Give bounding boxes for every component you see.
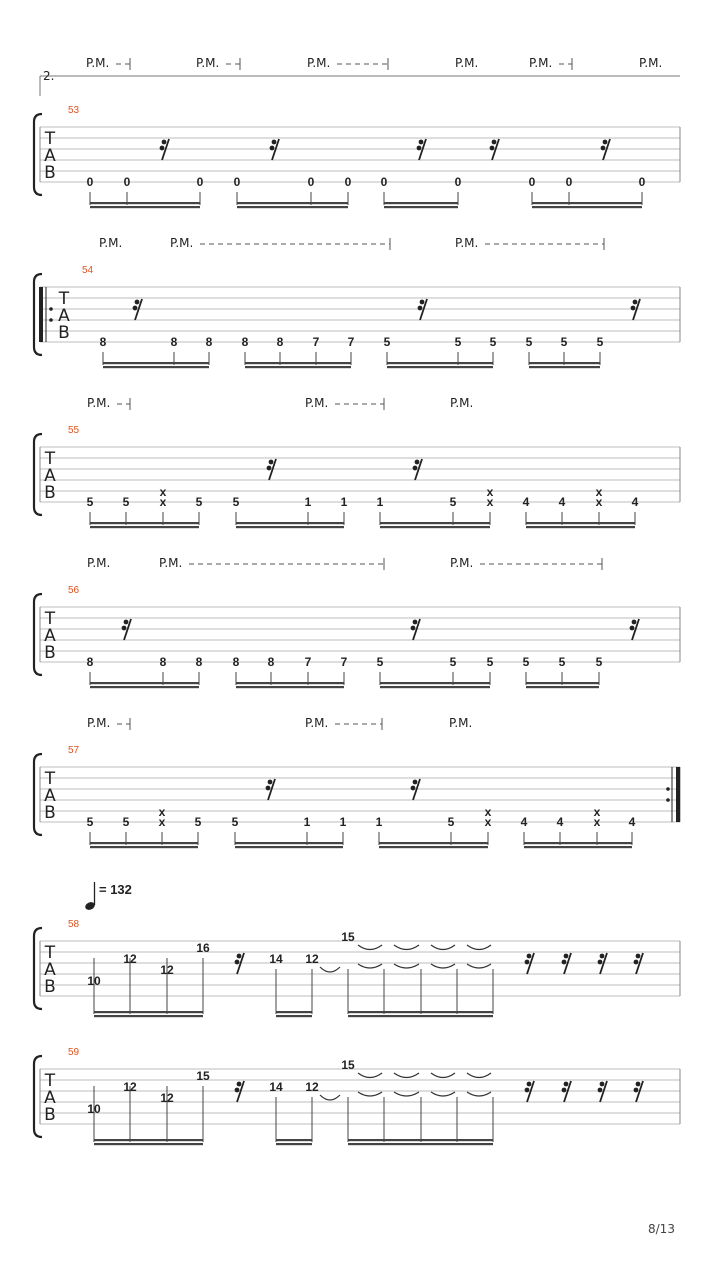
- fret-number: 0: [196, 175, 204, 189]
- fret-number: 8: [170, 335, 178, 349]
- fret-number: 5: [376, 655, 384, 669]
- rest-flag-dot: [420, 300, 425, 305]
- rest-flag-dot: [418, 306, 423, 311]
- fret-number: 5: [194, 815, 202, 829]
- beam-primary: [526, 522, 635, 524]
- fret-number: 5: [596, 335, 604, 349]
- beam-primary: [348, 1139, 493, 1141]
- fret-number: 4: [556, 815, 564, 829]
- rest-flag-dot: [411, 786, 416, 791]
- tab-clef-letter: A: [44, 960, 56, 980]
- beam-secondary: [90, 686, 199, 688]
- palm-mute-label: P.M.: [86, 56, 110, 70]
- volta-label: 2.: [43, 69, 55, 83]
- beam-secondary: [524, 846, 632, 848]
- page-number: 8/13: [648, 1222, 675, 1236]
- fret-number: 0: [380, 175, 388, 189]
- tab-clef-letter: A: [44, 146, 56, 166]
- beam-primary: [94, 1011, 203, 1013]
- system-bracket: [34, 1056, 42, 1137]
- dead-note: x: [595, 485, 603, 499]
- fret-number: 7: [304, 655, 312, 669]
- repeat-dot: [49, 318, 53, 322]
- rest-flag-dot: [270, 146, 275, 151]
- system-bracket: [34, 594, 42, 675]
- tab-clef-letter: A: [44, 786, 56, 806]
- beam-secondary: [380, 526, 490, 528]
- beam-primary: [237, 202, 348, 204]
- tab-clef-letter: A: [44, 1088, 56, 1108]
- fret-number: 5: [486, 655, 494, 669]
- palm-mute-label: P.M.: [455, 236, 479, 250]
- fret-number: 0: [307, 175, 315, 189]
- beam-primary: [245, 362, 351, 364]
- measure-number: 55: [68, 425, 80, 436]
- rest-flag-dot: [634, 1088, 639, 1093]
- rest-flag-dot: [133, 306, 138, 311]
- palm-mute-label: P.M.: [449, 716, 473, 730]
- fret-number: 15: [196, 1069, 210, 1083]
- palm-mute-label: P.M.: [87, 556, 111, 570]
- tie-arc-upper: [431, 945, 455, 950]
- repeat-dot: [666, 798, 670, 802]
- system-bracket: [34, 928, 42, 1009]
- palm-mute-label: P.M.: [87, 716, 111, 730]
- fret-number: 1: [339, 815, 347, 829]
- rest-flag-dot: [124, 620, 129, 625]
- fret-number: 12: [160, 1091, 174, 1105]
- fret-number: 0: [638, 175, 646, 189]
- rest-flag-dot: [415, 460, 420, 465]
- tie-arc-lower: [394, 964, 419, 968]
- fret-number: 7: [347, 335, 355, 349]
- beam-secondary: [94, 1143, 203, 1145]
- fret-number: 5: [383, 335, 391, 349]
- rest-flag-dot: [527, 1082, 532, 1087]
- beam-secondary: [90, 206, 200, 208]
- rest-flag-dot: [411, 626, 416, 631]
- fret-number: 5: [122, 815, 130, 829]
- beam-primary: [90, 522, 199, 524]
- fret-number: 0: [233, 175, 241, 189]
- rest-flag-dot: [601, 146, 606, 151]
- fret-number: 15: [341, 1058, 355, 1072]
- beam-secondary: [90, 846, 198, 848]
- rest-flag-dot: [631, 306, 636, 311]
- beam-secondary: [235, 846, 343, 848]
- beam-primary: [103, 362, 209, 364]
- measure-number: 53: [68, 105, 80, 116]
- fret-number: 5: [232, 495, 240, 509]
- tie-arc-lower: [431, 1092, 455, 1096]
- repeat-start-thick-bar: [39, 287, 43, 342]
- fret-number: 5: [86, 495, 94, 509]
- tempo-marking: [84, 882, 96, 911]
- rest-flag-dot: [490, 146, 495, 151]
- palm-mute-label: P.M.: [159, 556, 183, 570]
- tie-arc-lower: [358, 1092, 382, 1096]
- beam-primary: [529, 362, 600, 364]
- fret-number: 0: [123, 175, 131, 189]
- fret-number: 5: [449, 495, 457, 509]
- tab-clef-letter: B: [58, 323, 70, 343]
- tab-clef-letter: A: [44, 466, 56, 486]
- fret-number: 8: [205, 335, 213, 349]
- dead-note: x: [593, 815, 601, 829]
- fret-number: 1: [340, 495, 348, 509]
- fret-number: 5: [454, 335, 462, 349]
- dead-note: x: [159, 495, 167, 509]
- fret-number: 4: [522, 495, 530, 509]
- fret-number: 4: [628, 815, 636, 829]
- tie-arc-upper: [394, 945, 419, 950]
- fret-number: 5: [449, 655, 457, 669]
- beam-secondary: [236, 526, 344, 528]
- fret-number: 5: [489, 335, 497, 349]
- beam-secondary: [387, 366, 493, 368]
- measure-number: 56: [68, 585, 80, 596]
- tie-arc-lower: [394, 1092, 419, 1096]
- beam-primary: [235, 842, 343, 844]
- measure-number: 59: [68, 1047, 80, 1058]
- tab-clef-letter: T: [44, 129, 56, 149]
- dead-note: x: [484, 815, 492, 829]
- tab-clef-letter: T: [44, 449, 56, 469]
- fret-number: 12: [305, 1080, 319, 1094]
- rest-flag-dot: [269, 460, 274, 465]
- beam-secondary: [380, 686, 490, 688]
- dead-note: x: [486, 495, 494, 509]
- fret-number: 10: [87, 974, 101, 988]
- repeat-dot: [49, 307, 53, 311]
- rest-flag-dot: [603, 140, 608, 145]
- rest-flag-dot: [268, 780, 273, 785]
- beam-primary: [387, 362, 493, 364]
- tab-clef-letter: T: [58, 289, 70, 309]
- beam-secondary: [236, 686, 344, 688]
- fret-number: 8: [276, 335, 284, 349]
- fret-number: 7: [312, 335, 320, 349]
- beam-primary: [90, 202, 200, 204]
- beam-secondary: [245, 366, 351, 368]
- fret-number: 5: [195, 495, 203, 509]
- measure-number: 58: [68, 919, 80, 930]
- beam-secondary: [94, 1015, 203, 1017]
- rest-flag-dot: [235, 1088, 240, 1093]
- tab-clef-letter: A: [44, 626, 56, 646]
- fret-number: 0: [565, 175, 573, 189]
- rest-flag-dot: [527, 954, 532, 959]
- rest-flag-dot: [598, 1088, 603, 1093]
- beam-primary: [380, 522, 490, 524]
- rest-flag-dot: [636, 1082, 641, 1087]
- dead-note: x: [486, 485, 494, 499]
- fret-number: 10: [87, 1102, 101, 1116]
- beam-primary: [276, 1011, 312, 1013]
- rest-flag-dot: [564, 954, 569, 959]
- beam-secondary: [529, 366, 600, 368]
- tab-clef-letter: B: [44, 163, 56, 183]
- palm-mute-label: P.M.: [455, 56, 479, 70]
- fret-number: 7: [340, 655, 348, 669]
- beam-secondary: [526, 686, 599, 688]
- fret-number: 5: [525, 335, 533, 349]
- fret-number: 5: [122, 495, 130, 509]
- rest-flag-dot: [135, 300, 140, 305]
- rest-flag-dot: [564, 1082, 569, 1087]
- palm-mute-label: P.M.: [450, 556, 474, 570]
- beam-primary: [379, 842, 488, 844]
- tab-clef-letter: B: [44, 977, 56, 997]
- palm-mute-label: P.M.: [639, 56, 663, 70]
- tab-clef-letter: T: [44, 943, 56, 963]
- beam-primary: [276, 1139, 312, 1141]
- fret-number: 5: [595, 655, 603, 669]
- rest-flag-dot: [237, 954, 242, 959]
- fret-number: 14: [269, 952, 283, 966]
- beam-secondary: [276, 1015, 312, 1017]
- fret-number: 8: [232, 655, 240, 669]
- measure-number: 57: [68, 745, 80, 756]
- fret-number: 5: [558, 655, 566, 669]
- palm-mute-label: P.M.: [87, 396, 111, 410]
- rest-flag-dot: [600, 1082, 605, 1087]
- tab-clef-letter: B: [44, 803, 56, 823]
- tie-arc-upper: [358, 1073, 382, 1078]
- dead-note: x: [159, 485, 167, 499]
- rest-flag-dot: [272, 140, 277, 145]
- beam-secondary: [276, 1143, 312, 1145]
- repeat-dot: [666, 787, 670, 791]
- palm-mute-label: P.M.: [196, 56, 220, 70]
- fret-number: 0: [86, 175, 94, 189]
- tie-arc-lower: [358, 964, 382, 968]
- fret-number: 0: [454, 175, 462, 189]
- fret-number: 0: [344, 175, 352, 189]
- rest-flag-dot: [632, 620, 637, 625]
- slur-arc: [320, 1095, 340, 1100]
- rest-flag-dot: [267, 466, 272, 471]
- fret-number: 16: [196, 941, 210, 955]
- system-bracket: [34, 754, 42, 835]
- fret-number: 8: [86, 655, 94, 669]
- tie-arc-upper: [467, 1073, 491, 1078]
- rest-flag-dot: [600, 954, 605, 959]
- measure-number: 54: [82, 265, 94, 276]
- fret-number: 12: [305, 952, 319, 966]
- fret-number: 4: [558, 495, 566, 509]
- system-bracket: [34, 434, 42, 515]
- tie-arc-lower: [467, 1092, 491, 1096]
- palm-mute-label: P.M.: [170, 236, 194, 250]
- fret-number: 0: [528, 175, 536, 189]
- tab-clef-letter: B: [44, 1105, 56, 1125]
- beam-primary: [526, 682, 599, 684]
- beam-primary: [348, 1011, 493, 1013]
- fret-number: 5: [447, 815, 455, 829]
- rest-flag-dot: [413, 620, 418, 625]
- fret-number: 14: [269, 1080, 283, 1094]
- tie-arc-upper: [358, 945, 382, 950]
- beam-primary: [236, 682, 344, 684]
- beam-primary: [94, 1139, 203, 1141]
- fret-number: 12: [123, 952, 137, 966]
- palm-mute-label: P.M.: [450, 396, 474, 410]
- fret-number: 12: [123, 1080, 137, 1094]
- fret-number: 8: [267, 655, 275, 669]
- rest-flag-dot: [413, 466, 418, 471]
- tempo-value: = 132: [99, 882, 132, 897]
- system-bracket: [34, 114, 42, 195]
- rest-flag-dot: [235, 960, 240, 965]
- dead-note: x: [484, 805, 492, 819]
- tab-clef-letter: B: [44, 643, 56, 663]
- beam-secondary: [526, 526, 635, 528]
- dead-note: x: [158, 815, 166, 829]
- tab-clef-letter: T: [44, 769, 56, 789]
- fret-number: 4: [631, 495, 639, 509]
- tab-clef-letter: T: [44, 609, 56, 629]
- tie-arc-upper: [431, 1073, 455, 1078]
- fret-number: 8: [195, 655, 203, 669]
- beam-primary: [90, 842, 198, 844]
- palm-mute-label: P.M.: [305, 396, 329, 410]
- rest-flag-dot: [122, 626, 127, 631]
- tab-clef-letter: A: [58, 306, 70, 326]
- palm-mute-label: P.M.: [529, 56, 553, 70]
- rest-flag-dot: [634, 960, 639, 965]
- palm-mute-label: P.M.: [305, 716, 329, 730]
- tie-arc-upper: [394, 1073, 419, 1078]
- fret-number: 8: [99, 335, 107, 349]
- tie-arc-lower: [431, 964, 455, 968]
- fret-number: 1: [375, 815, 383, 829]
- beam-primary: [524, 842, 632, 844]
- tab-clef-letter: B: [44, 483, 56, 503]
- beam-secondary: [384, 206, 458, 208]
- palm-mute-label: P.M.: [99, 236, 123, 250]
- fret-number: 8: [241, 335, 249, 349]
- rest-flag-dot: [636, 954, 641, 959]
- fret-number: 1: [303, 815, 311, 829]
- rest-flag-dot: [630, 626, 635, 631]
- fret-number: 5: [560, 335, 568, 349]
- fret-number: 5: [522, 655, 530, 669]
- slur-arc: [320, 967, 340, 972]
- dead-note: x: [593, 805, 601, 819]
- beam-secondary: [348, 1015, 493, 1017]
- beam-secondary: [103, 366, 209, 368]
- rest-flag-dot: [562, 1088, 567, 1093]
- beam-secondary: [379, 846, 488, 848]
- dead-note: x: [595, 495, 603, 509]
- rest-flag-dot: [562, 960, 567, 965]
- beam-primary: [380, 682, 490, 684]
- rest-flag-dot: [413, 780, 418, 785]
- fret-number: 15: [341, 930, 355, 944]
- beam-primary: [236, 522, 344, 524]
- beam-primary: [532, 202, 642, 204]
- beam-secondary: [90, 526, 199, 528]
- beam-primary: [90, 682, 199, 684]
- tab-clef-letter: T: [44, 1071, 56, 1091]
- rest-flag-dot: [266, 786, 271, 791]
- rest-flag-dot: [162, 140, 167, 145]
- tie-arc-upper: [467, 945, 491, 950]
- rest-flag-dot: [633, 300, 638, 305]
- fret-number: 1: [304, 495, 312, 509]
- fret-number: 4: [520, 815, 528, 829]
- rest-flag-dot: [419, 140, 424, 145]
- beam-secondary: [237, 206, 348, 208]
- fret-number: 1: [376, 495, 384, 509]
- fret-number: 8: [159, 655, 167, 669]
- rest-flag-dot: [492, 140, 497, 145]
- dead-note: x: [158, 805, 166, 819]
- fret-number: 12: [160, 963, 174, 977]
- rest-flag-dot: [525, 1088, 530, 1093]
- palm-mute-label: P.M.: [307, 56, 331, 70]
- beam-primary: [384, 202, 458, 204]
- rest-flag-dot: [417, 146, 422, 151]
- tie-arc-lower: [467, 964, 491, 968]
- beam-secondary: [532, 206, 642, 208]
- rest-flag-dot: [160, 146, 165, 151]
- fret-number: 5: [86, 815, 94, 829]
- rest-flag-dot: [525, 960, 530, 965]
- repeat-end-thick-bar: [676, 767, 680, 822]
- rest-flag-dot: [598, 960, 603, 965]
- rest-flag-dot: [237, 1082, 242, 1087]
- fret-number: 5: [231, 815, 239, 829]
- beam-secondary: [348, 1143, 493, 1145]
